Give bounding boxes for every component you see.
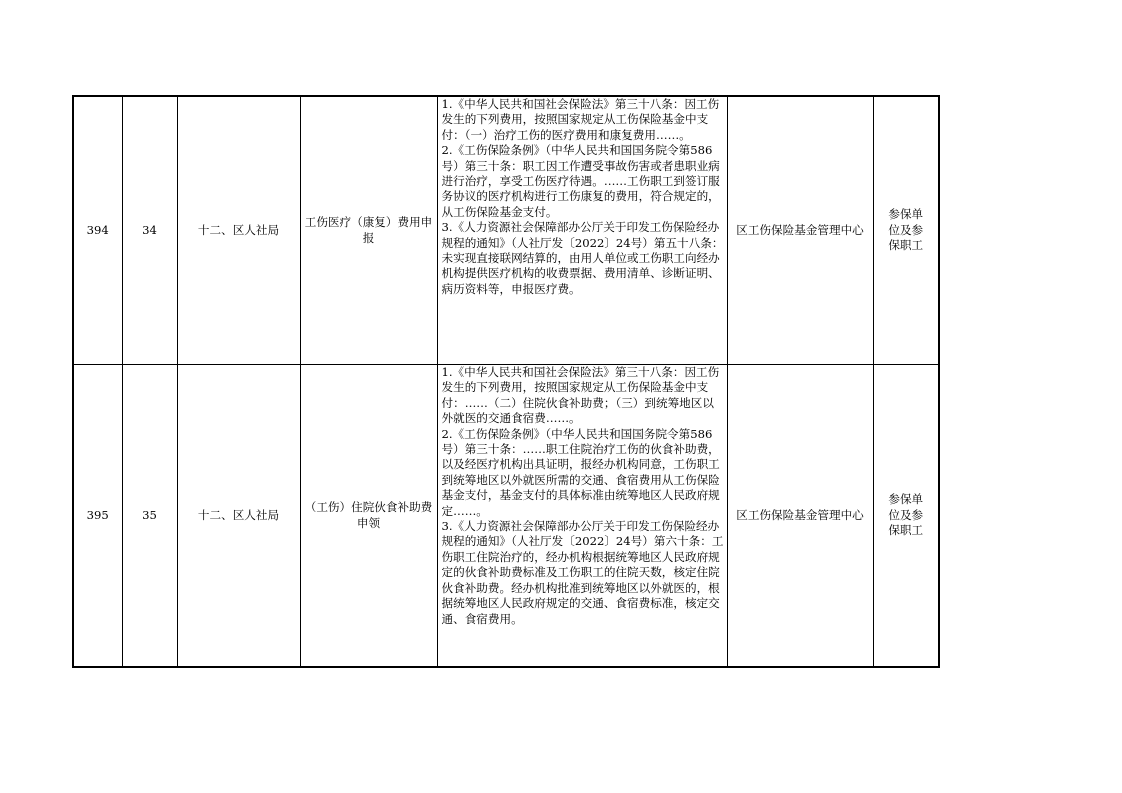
target-cell: 参保单位及参保职工 (873, 365, 939, 668)
legal-basis-cell: 1.《中华人民共和国社会保险法》第三十八条：因工伤发生的下列费用，按照国家规定从工伤保险基金中支付：……（二）住院伙食补助费；（三）到统筹地区以外就医的交通食宿费……。 2.《工伤保险条例》（中华人民共和国国务院令第586号）第三十条：……职工住院治疗工伤的伙食补助费，以及经医疗机构出具证明，报经办机构同意，工伤职工到统筹地区以外就医所需的交通、食宿费用从工伤保险基金支付，基金支付的具体标准由统筹地区人民政府规定……。 3.《人力资源社会保障部办公厅关于印发工伤保险经办规程的通知》（人社厅发〔2022〕24号）第六十条：工伤职工住院治疗的，经办机构根据统筹地区人民政府规定的伙食补助费标准及工伤职工的住院天数，核定住院伙食补助费。经办机构批准到统筹地区以外就医的，根据统筹地区人民政府规定的交通、食宿费标准，核定交通、食宿费用。 (437, 365, 727, 668)
department-cell: 区工伤保险基金管理中心 (727, 96, 873, 365)
department-cell: 区工伤保险基金管理中心 (727, 365, 873, 668)
item-name-cell: 工伤医疗（康复）费用申报 (300, 96, 437, 365)
target-cell: 参保单位及参保职工 (873, 96, 939, 365)
category-cell: 十二、区人社局 (177, 96, 300, 365)
table-row (73, 96, 939, 365)
legal-basis-cell: 1.《中华人民共和国社会保险法》第三十八条：因工伤发生的下列费用，按照国家规定从工伤保险基金中支付：（一）治疗工伤的医疗费用和康复费用……。 2.《工伤保险条例》（中华人民共和国国务院令第586号）第三十条：职工因工作遭受事故伤害或者患职业病进行治疗，享受工伤医疗待遇。……工伤职工到签订服务协议的医疗机构进行工伤康复的费用，符合规定的，从工伤保险基金支付。 3.《人力资源社会保障部办公厅关于印发工伤保险经办规程的通知》（人社厅发〔2022〕24号）第五十八条：未实现直接联网结算的，由用人单位或工伤职工向经办机构提供医疗机构的收费票据、费用清单、诊断证明、病历资料等，申报医疗费。 (437, 96, 727, 365)
sub-seq-cell: 34 (122, 96, 177, 365)
category-cell: 十二、区人社局 (177, 365, 300, 668)
service-items-table (72, 95, 940, 668)
item-name-cell: （工伤）住院伙食补助费申领 (300, 365, 437, 668)
sub-seq-cell: 35 (122, 365, 177, 668)
seq-cell: 395 (73, 365, 122, 668)
seq-cell: 394 (73, 96, 122, 365)
table-row (73, 365, 939, 668)
